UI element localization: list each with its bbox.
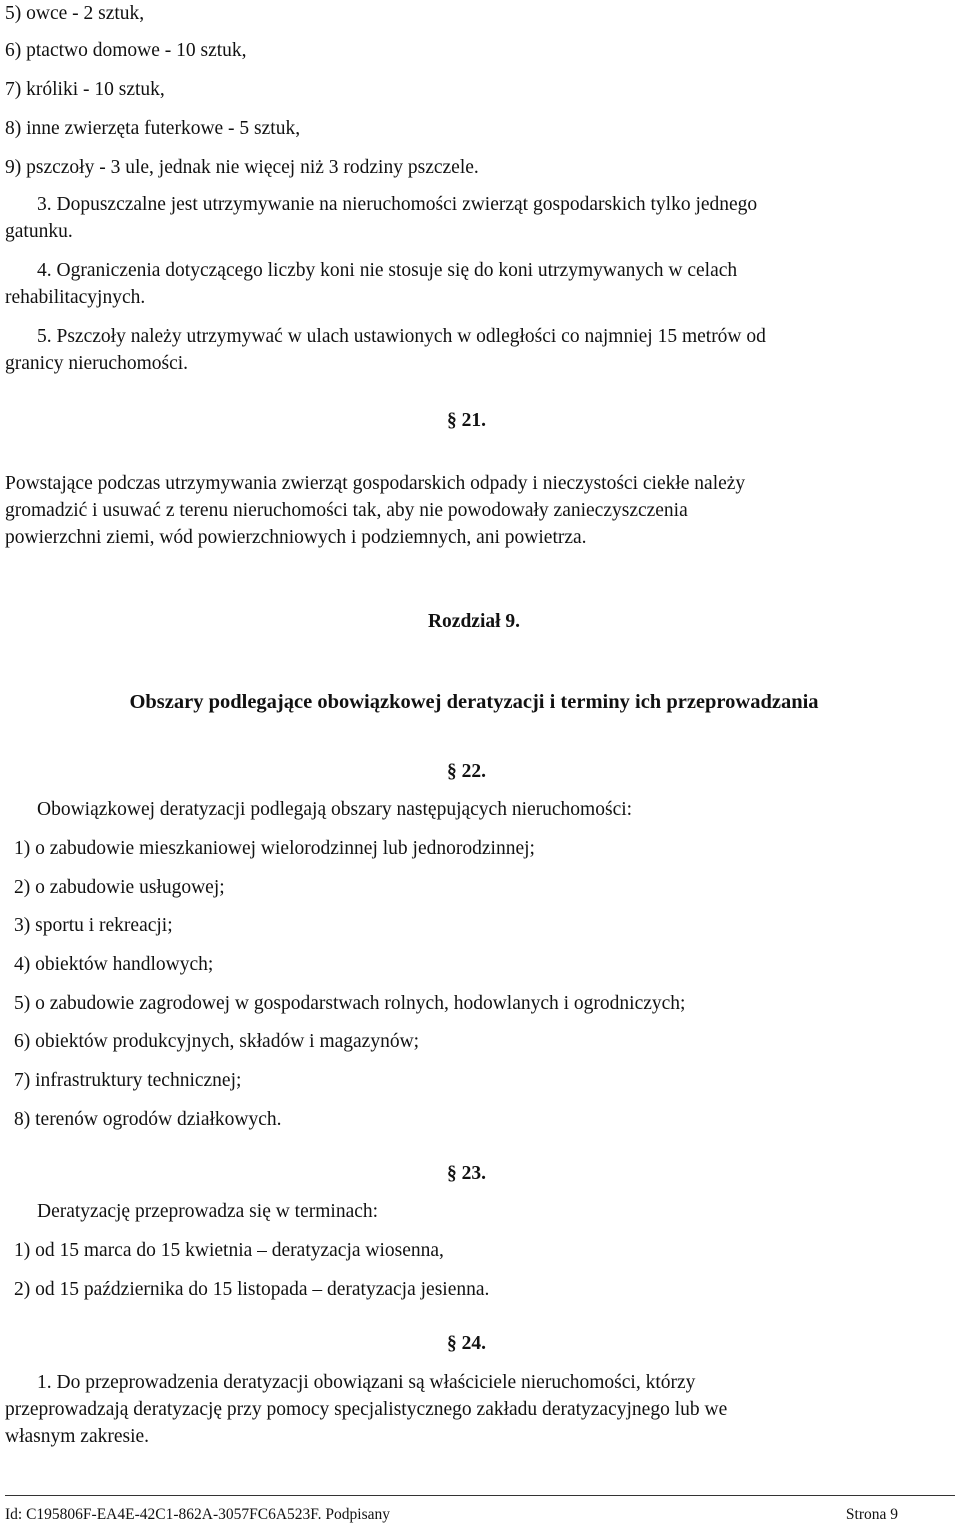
point-4-rest: rehabilitacyjnych. [5,287,146,308]
list-item: 1) od 15 marca do 15 kwietnia – deratyzacja wiosenna, [14,1240,444,1261]
point-3-rest: gatunku. [5,221,73,242]
paragraph-22-label: § 22. [447,761,486,782]
paragraph-23-label: § 23. [447,1163,486,1184]
point-5 [5,323,943,377]
list-item: 6) ptactwo domowe - 10 sztuk, [5,40,247,61]
list-item: 7) infrastruktury technicznej; [14,1070,242,1091]
page-number: Strona 9 [845,1506,898,1523]
paragraph-21-text [5,470,943,551]
paragraph-21-line: powierzchni ziemi, wód powierzchniowych i podziemnych, ani powietrza. [5,527,587,548]
list-item: 5) owce - 2 sztuk, [5,3,145,24]
paragraph-23-intro: Deratyzację przeprowadza się w terminach: [37,1201,379,1222]
paragraph-24-label: § 24. [447,1333,486,1354]
list-item: 7) króliki - 10 sztuk, [5,79,165,100]
point-3 [5,191,943,245]
point-4 [5,257,943,311]
list-item: 2) o zabudowie usługowej; [14,877,225,898]
chapter-title: Obszary podlegające obowiązkowej deratyzacji i terminy ich przeprowadzania [129,691,819,713]
point-5-rest: granicy nieruchomości. [5,353,189,374]
page-footer [5,1505,898,1525]
paragraph-24-text [5,1369,943,1450]
section-sign: § [447,1163,462,1184]
footer-divider [5,1495,955,1496]
section-sign: § [447,761,462,782]
list-item: 1) o zabudowie mieszkaniowej wielorodzinnej lub jednorodzinnej; [14,838,535,859]
section-sign: § [447,410,462,431]
list-item: 2) od 15 października do 15 listopada – deratyzacja jesienna. [14,1279,490,1300]
list-item: 5) o zabudowie zagrodowej w gospodarstwach rolnych, hodowlanych i ogrodniczych; [14,993,686,1014]
paragraph-21-line: Powstające podczas utrzymywania zwierząt gospodarskich odpady i nieczystości ciekłe należy [5,473,746,494]
paragraph-24-line: własnym zakresie. [5,1426,150,1447]
chapter-number: Rozdział 9. [427,611,521,632]
list-item: 6) obiektów produkcyjnych, składów i magazynów; [14,1031,420,1052]
paragraph-22-intro: Obowiązkowej deratyzacji podlegają obszary następujących nieruchomości: [37,799,633,820]
point-5-lead: 5. Pszczoły należy utrzymywać w ulach ustawionych w odległości co najmniej 15 metrów od [37,326,766,347]
paragraph-24-line: przeprowadzają deratyzację przy pomocy specjalistycznego zakładu deratyzacyjnego lub we [5,1399,728,1420]
section-sign: § [447,1333,462,1354]
point-3-lead: 3. Dopuszczalne jest utrzymywanie na nieruchomości zwierząt gospodarskich tylko jednego [37,194,758,215]
point-4-lead: 4. Ograniczenia dotyczącego liczby koni nie stosuje się do koni utrzymywanych w celach [37,260,738,281]
list-item: 3) sportu i rekreacji; [14,915,173,936]
paragraph-24-line: 1. Do przeprowadzenia deratyzacji obowiązani są właściciele nieruchomości, którzy [37,1372,696,1393]
list-item: 9) pszczoły - 3 ule, jednak nie więcej niż 3 rodziny pszczele. [5,157,479,178]
paragraph-21-line: gromadzić i usuwać z terenu nieruchomości tak, aby nie powodowały zanieczyszczenia [5,500,688,521]
list-item: 4) obiektów handlowych; [14,954,214,975]
list-item: 8) inne zwierzęta futerkowe - 5 sztuk, [5,118,301,139]
list-item: 8) terenów ogrodów działkowych. [14,1109,282,1130]
document-id: Id: C195806F-EA4E-42C1-862A-3057FC6A523F. Podpisany [5,1506,390,1523]
paragraph-21-label: § 21. [447,410,486,431]
